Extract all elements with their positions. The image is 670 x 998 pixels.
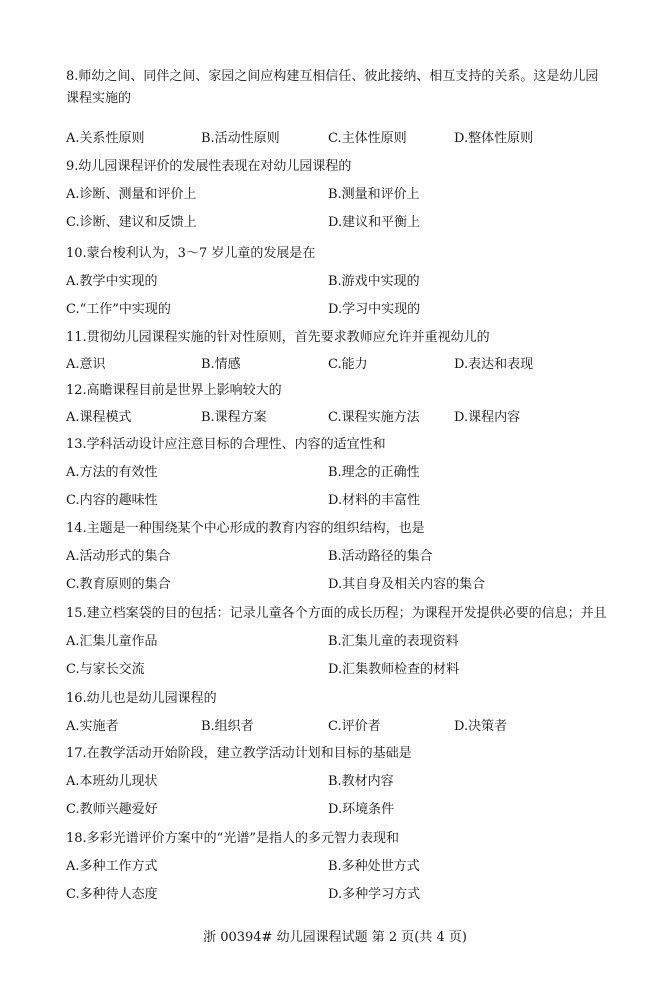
question-stem: 17.在教学活动开始阶段，建立教学活动计划和目标的基础是 <box>66 746 412 761</box>
option-row <box>66 633 630 651</box>
option-c: C.与家长交流 <box>66 662 145 677</box>
question-stem <box>66 66 630 110</box>
option-row <box>66 548 630 566</box>
option-d: D.多种学习方式 <box>328 887 421 902</box>
option-b: B.游戏中实现的 <box>328 274 420 289</box>
page-footer: 浙 00394# 幼儿园课程试题 第 2 页(共 4 页) <box>203 930 467 945</box>
option-c: C.诊断、建议和反馈上 <box>66 215 197 230</box>
question-stem: 16.幼儿也是幼儿园课程的 <box>66 691 217 706</box>
option-d: D.材料的丰富性 <box>328 493 421 508</box>
question-stem: 14.主题是一种围绕某个中心形成的教育内容的组织结构，也是 <box>66 521 425 536</box>
option-d: D.环境条件 <box>328 802 395 817</box>
option-row <box>66 186 630 204</box>
option-row <box>66 301 630 319</box>
option-a: A.活动形式的集合 <box>66 549 171 564</box>
option-c: C.教育原则的集合 <box>66 577 171 592</box>
option-a: A.汇集儿童作品 <box>66 634 158 649</box>
question-stem: 13.学科活动设计应注意目标的合理性、内容的适宜性和 <box>66 437 386 452</box>
option-d: D.建议和平衡上 <box>328 215 421 230</box>
option-row <box>66 858 630 876</box>
option-b: B.活动性原则 <box>201 131 280 146</box>
option-row <box>66 886 630 904</box>
option-b: B.理念的正确性 <box>328 465 420 480</box>
question-stem-line-1: 8.师幼之间、同伴之间、家园之间应构建互相信任、彼此接纳、相互支持的关系。这是幼儿园 <box>66 69 599 84</box>
option-c: C.“工作”中实现的 <box>66 302 171 317</box>
question-stem: 15.建立档案袋的目的包括：记录儿童各个方面的成长历程；为课程开发提供必要的信息；并且 <box>66 606 607 621</box>
option-a: A.课程模式 <box>66 410 132 425</box>
option-c: C.主体性原则 <box>328 131 407 146</box>
option-a: A.实施者 <box>66 719 119 734</box>
option-b: B.活动路径的集合 <box>328 549 433 564</box>
option-row <box>66 718 630 736</box>
option-b: B.测量和评价上 <box>328 187 420 202</box>
option-d: D.学习中实现的 <box>328 302 421 317</box>
option-c: C.教师兴趣爱好 <box>66 802 158 817</box>
option-b: B.汇集儿童的表现资料 <box>328 634 459 649</box>
option-row <box>66 273 630 291</box>
option-a: A.方法的有效性 <box>66 465 158 480</box>
option-row <box>66 492 630 510</box>
option-row <box>66 356 630 374</box>
option-c: C.评价者 <box>328 719 381 734</box>
option-a: A.意识 <box>66 357 106 372</box>
option-b: B.情感 <box>201 357 241 372</box>
option-d: D.汇集教师检查的材料 <box>328 662 460 677</box>
option-row <box>66 464 630 482</box>
option-d: D.决策者 <box>454 719 508 734</box>
question-stem-line-2: 课程实施的 <box>66 91 132 106</box>
option-c: C.多种待人态度 <box>66 887 158 902</box>
option-d: D.其自身及相关内容的集合 <box>328 577 486 592</box>
option-row <box>66 130 630 148</box>
option-c: C.课程实施方法 <box>328 410 420 425</box>
option-a: A.关系性原则 <box>66 131 145 146</box>
option-a: A.教学中实现的 <box>66 274 158 289</box>
option-row <box>66 661 630 679</box>
question-stem: 11.贯彻幼儿园课程实施的针对性原则，首先要求教师应允许并重视幼儿的 <box>66 330 490 345</box>
option-a: A.本班幼儿现状 <box>66 774 158 789</box>
option-c: C.能力 <box>328 357 368 372</box>
option-d: D.表达和表现 <box>454 357 534 372</box>
option-row <box>66 214 630 232</box>
question-stem: 18.多彩光谱评价方案中的“光谱”是指人的多元智力表现和 <box>66 831 399 846</box>
question-stem: 9.幼儿园课程评价的发展性表现在对幼儿园课程的 <box>66 159 352 174</box>
option-b: B.课程方案 <box>201 410 267 425</box>
option-b: B.多种处世方式 <box>328 859 420 874</box>
option-row <box>66 576 630 594</box>
option-a: A.诊断、测量和评价上 <box>66 187 197 202</box>
option-row <box>66 773 630 791</box>
option-row <box>66 409 630 427</box>
option-b: B.组织者 <box>201 719 254 734</box>
question-stem: 12.高瞻课程目前是世界上影响较大的 <box>66 383 282 398</box>
option-a: A.多种工作方式 <box>66 859 158 874</box>
option-d: D.整体性原则 <box>454 131 534 146</box>
question-stem: 10.蒙台梭利认为，3～7 岁儿童的发展是在 <box>66 246 316 261</box>
option-row <box>66 801 630 819</box>
option-c: C.内容的趣味性 <box>66 493 158 508</box>
option-b: B.教材内容 <box>328 774 394 789</box>
option-d: D.课程内容 <box>454 410 521 425</box>
